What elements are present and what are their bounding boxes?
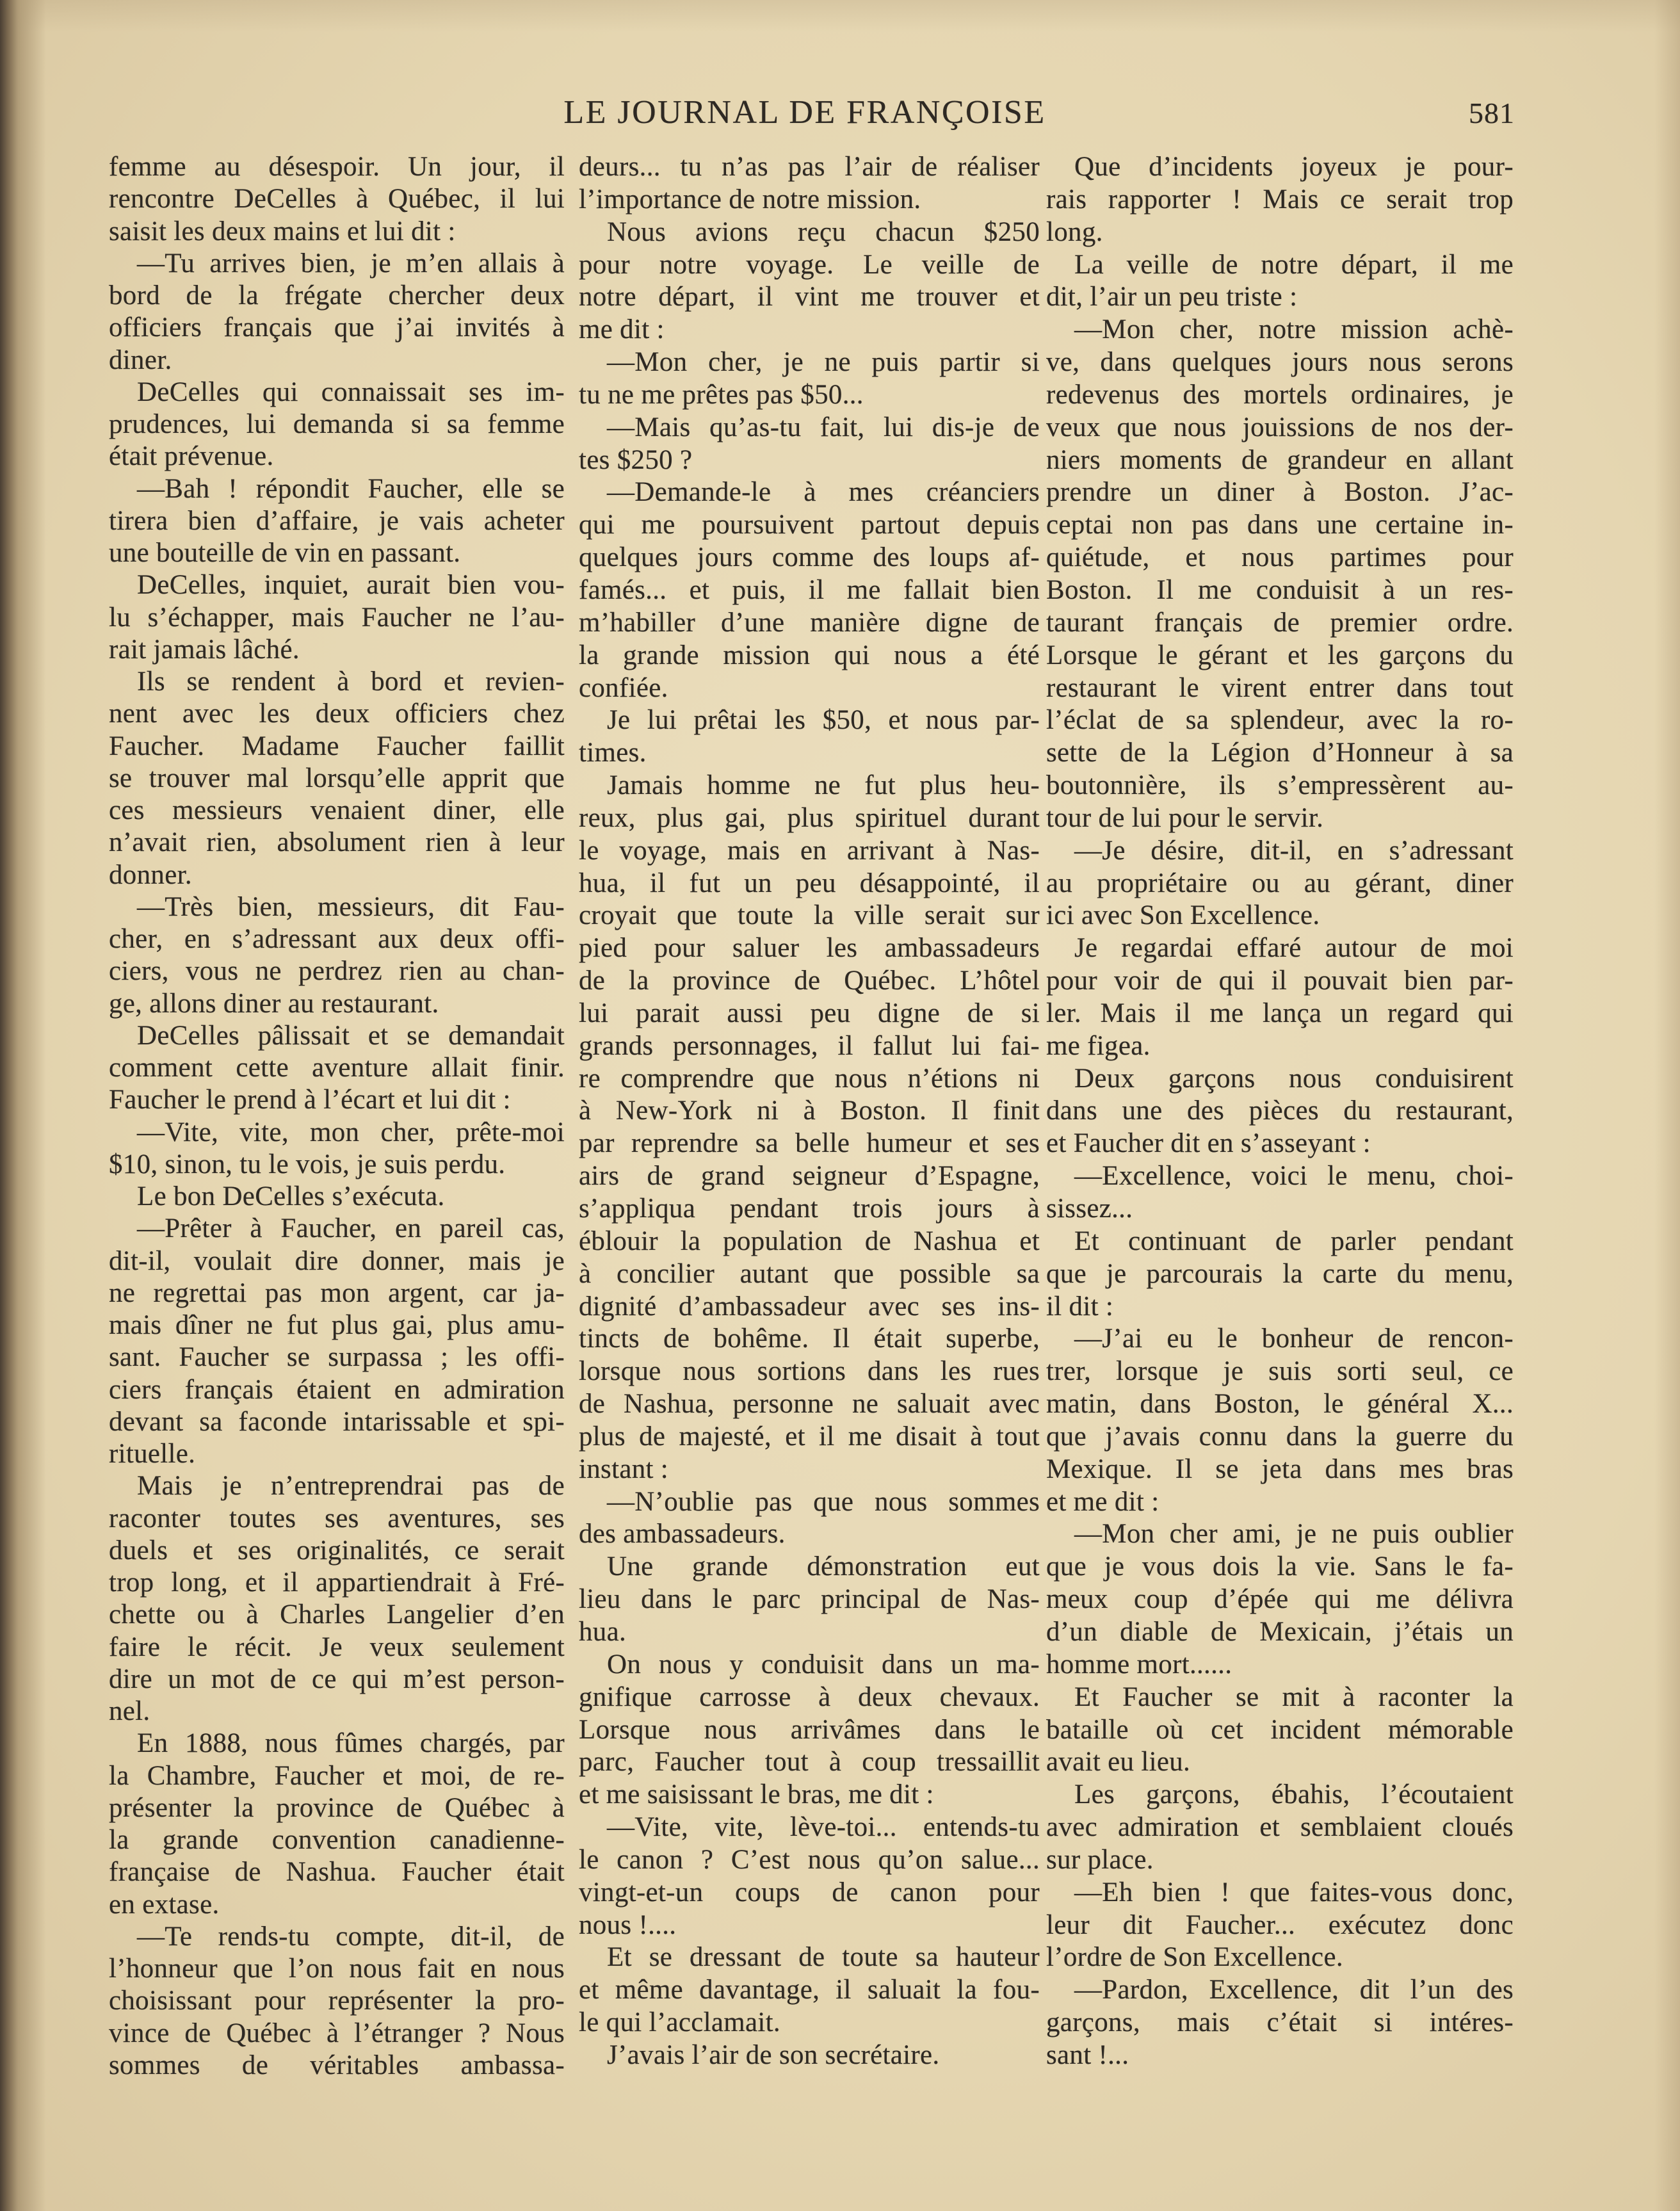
text-line: —Très bien, messieurs, dit Fau-	[137, 891, 565, 922]
text-line: —Vite, vite, lève-toi... entends-tu	[607, 1812, 1040, 1843]
text-line: raconter toutes ses aventures, ses	[109, 1503, 565, 1534]
text-line: d’un diable de Mexicain, j’étais un	[1046, 1616, 1514, 1647]
paragraph	[579, 1811, 1040, 1941]
paragraph	[579, 770, 1040, 1486]
text-line: et me saisissant le bras, me dit :	[579, 1779, 934, 1810]
text-line: Mexique. Il se jeta dans mes bras	[1046, 1454, 1514, 1484]
text-line: redevenus des mortels ordinaires, je	[1046, 379, 1514, 410]
text-line: croyait que toute la ville serait sur	[579, 900, 1040, 931]
text-line: au propriétaire ou au gérant, diner	[1046, 868, 1514, 898]
text-line: devant sa faconde intarissable et spi-	[109, 1406, 565, 1437]
text-line: me figea.	[1046, 1030, 1151, 1061]
text-line: quelques jours comme des loups af-	[579, 542, 1040, 573]
text-line: que j’avais connu dans la guerre du	[1046, 1421, 1514, 1452]
paragraph	[1046, 932, 1514, 1062]
text-line: grands personnages, il fallut lui fai-	[579, 1030, 1040, 1061]
text-line: à New-York ni à Boston. Il finit	[579, 1096, 1040, 1126]
paragraph	[1046, 1974, 1514, 2072]
text-line: tes $250 ?	[579, 444, 693, 475]
text-line: cher, en s’adressant aux deux offi-	[109, 924, 565, 954]
text-line: —Mon cher, je ne puis partir si	[607, 347, 1040, 378]
text-line: Et Faucher se mit à raconter la	[1074, 1681, 1514, 1712]
text-line: Jamais homme ne fut plus heu-	[607, 770, 1040, 801]
text-line: à concilier autant que possible sa	[579, 1258, 1040, 1289]
paragraph	[1046, 1681, 1514, 1779]
paragraph	[579, 1486, 1040, 1551]
paragraph	[109, 1181, 565, 1213]
text-line: ces messieurs venaient diner, elle	[109, 795, 565, 825]
paragraph	[579, 1941, 1040, 2039]
text-line: lorsque nous sortions dans les rues	[579, 1356, 1040, 1387]
text-line: ve, dans quelques jours nous serons	[1046, 347, 1514, 378]
text-line: ne regrettai pas mon argent, car ja-	[109, 1277, 565, 1308]
paragraph	[579, 151, 1040, 216]
text-line: restaurant le virent entrer dans tout	[1046, 672, 1514, 703]
text-line: dit-il, voulait dire donner, mais je	[109, 1245, 565, 1276]
text-line: sant !...	[1046, 2039, 1129, 2070]
text-line: française de Nashua. Faucher était	[109, 1857, 565, 1888]
paragraph	[109, 1470, 565, 1728]
paragraph	[1046, 151, 1514, 249]
text-line: parc, Faucher tout à coup tressaillit	[579, 1747, 1040, 1778]
text-line: —Te rends-tu compte, dit-il, de	[137, 1921, 565, 1952]
paragraph	[1046, 314, 1514, 835]
text-line: plus de majesté, et il me disait à tout	[579, 1421, 1040, 1452]
text-line: le voyage, mais en arrivant à Nas-	[579, 835, 1040, 866]
text-line: officiers français que j’ai invités à	[109, 312, 565, 343]
text-line: l’honneur que l’on nous fait en nous	[109, 1954, 565, 1984]
text-line: bataille où cet incident mémorable	[1046, 1714, 1514, 1745]
text-line: leur dit Faucher... exécutez donc	[1046, 1909, 1514, 1940]
text-line: dit, l’air un peu triste :	[1046, 282, 1298, 312]
text-line: duels et ses originalités, ce serait	[109, 1535, 565, 1566]
text-line: $10, sinon, tu le vois, je suis perdu.	[109, 1149, 506, 1179]
text-line: famés... et puis, il me fallait bien	[579, 574, 1040, 605]
text-line: pied pour saluer les ambassadeurs	[579, 933, 1040, 964]
text-line: hua, il fut un peu désappointé, il	[579, 868, 1040, 898]
text-line: sommes de véritables ambassa-	[109, 2050, 565, 2080]
text-line: DeCelles, inquiet, aurait bien vou-	[137, 570, 565, 601]
paragraph	[579, 1551, 1040, 1649]
paragraph	[1046, 1877, 1514, 1975]
text-line: Ils se rendent à bord et revien-	[137, 667, 565, 697]
text-line: m’habiller d’une manière digne de	[579, 607, 1040, 638]
text-line: et me dit :	[1046, 1486, 1159, 1517]
paragraph	[109, 1117, 565, 1181]
text-line: —Pardon, Excellence, dit l’un des	[1074, 1975, 1514, 2005]
text-column-3	[1046, 151, 1514, 2072]
text-line: tirera bien d’affaire, je vais acheter	[109, 505, 565, 536]
text-line: lui parait aussi peu digne de si	[579, 998, 1040, 1028]
paragraph	[109, 377, 565, 473]
text-line: tour de lui pour le servir.	[1046, 802, 1324, 833]
paragraph	[1046, 1226, 1514, 1324]
text-line: tincts de bohême. Il était superbe,	[579, 1324, 1040, 1354]
paragraph	[109, 473, 565, 570]
paragraph	[579, 476, 1040, 704]
text-line: qui me poursuivent partout depuis	[579, 510, 1040, 540]
text-line: dire un mot de ce qui m’est person-	[109, 1664, 565, 1694]
text-line: Je lui prêtai les $50, et nous par-	[607, 705, 1040, 736]
text-line: des ambassadeurs.	[579, 1519, 786, 1550]
text-line: Et continuant de parler pendant	[1074, 1226, 1514, 1256]
text-line: était prévenue.	[109, 441, 274, 472]
text-line: Nous avions reçu chacun $250	[607, 216, 1040, 247]
text-line: femme au désespoir. Un jour, il	[109, 152, 565, 182]
paragraph	[109, 891, 565, 1020]
text-line: Une grande démonstration eut	[607, 1551, 1040, 1582]
text-line: —Eh bien ! que faites-vous donc,	[1074, 1877, 1514, 1907]
text-line: de la province de Québec. L’hôtel	[579, 966, 1040, 996]
text-line: sissez...	[1046, 1194, 1133, 1224]
text-line: faire le récit. Je veux seulement	[109, 1632, 565, 1662]
text-line: mais dîner ne fut plus gai, plus amu-	[109, 1310, 565, 1340]
text-line: Les garçons, ébahis, l’écoutaient	[1074, 1779, 1514, 1810]
text-line: dans une des pièces du restaurant,	[1046, 1096, 1514, 1126]
text-line: times.	[579, 738, 647, 768]
text-line: nous !....	[579, 1909, 677, 1940]
text-line: avec admiration et semblaient cloués	[1046, 1812, 1514, 1843]
text-line: reux, plus gai, plus spirituel durant	[579, 802, 1040, 833]
text-line: La veille de notre départ, il me	[1074, 249, 1514, 280]
text-line: choisissant pour représenter la pro-	[109, 1986, 565, 2016]
text-line: vingt-et-un coups de canon pour	[579, 1877, 1040, 1907]
text-line: ceptai non pas dans une certaine in-	[1046, 510, 1514, 540]
text-line: —Bah ! répondit Faucher, elle se	[137, 473, 565, 504]
text-line: deurs... tu n’as pas l’air de réaliser	[579, 152, 1040, 182]
text-line: l’éclat de sa splendeur, avec la ro-	[1046, 705, 1514, 736]
text-line: dignité d’ambassadeur avec ses ins-	[579, 1291, 1040, 1322]
text-line: —Excellence, voici le menu, choi-	[1074, 1161, 1514, 1192]
text-line: —Vite, vite, mon cher, prête-moi	[137, 1117, 565, 1147]
text-line: En 1888, nous fûmes chargés, par	[137, 1728, 565, 1759]
text-line: hua.	[579, 1616, 627, 1647]
text-line: en extase.	[109, 1889, 220, 1920]
text-line: l’importance de notre mission.	[579, 184, 921, 215]
paragraph	[109, 666, 565, 891]
text-line: garçons, mais c’était si intéres-	[1046, 2007, 1514, 2038]
text-column-2	[579, 151, 1040, 2072]
text-line: s’appliqua pendant trois jours à	[579, 1194, 1040, 1224]
text-line: lu s’échapper, mais Faucher ne l’au-	[109, 602, 565, 633]
text-line: une bouteille de vin en passant.	[109, 538, 461, 568]
paragraph	[1046, 1779, 1514, 1877]
text-line: J’avais l’air de son secrétaire.	[607, 2039, 940, 2070]
paragraph	[109, 151, 565, 248]
paragraph	[109, 1213, 565, 1470]
text-line: Boston. Il me conduisit à un res-	[1046, 574, 1514, 605]
text-line: nel.	[109, 1696, 150, 1726]
text-line: taurant français de premier ordre.	[1046, 607, 1514, 638]
text-line: vince de Québec à l’étranger ? Nous	[109, 2018, 565, 2048]
text-line: de Nashua, personne ne saluait avec	[579, 1389, 1040, 1420]
text-line: la Chambre, Faucher et moi, de re-	[109, 1760, 565, 1791]
page-number: 581	[1469, 97, 1515, 129]
text-line: avait eu lieu.	[1046, 1747, 1191, 1778]
text-line: airs de grand seigneur d’Espagne,	[579, 1161, 1040, 1192]
text-line: DeCelles pâlissait et se demandait	[137, 1020, 565, 1051]
text-line: nent avec les deux officiers chez	[109, 699, 565, 729]
journal-title: LE JOURNAL DE FRANÇOISE	[563, 94, 1046, 131]
text-line: gnifique carrosse à deux chevaux.	[579, 1681, 1040, 1712]
text-line: et même davantage, il saluait la fou-	[579, 1975, 1040, 2005]
text-line: saisit les deux mains et lui dit :	[109, 216, 456, 247]
paragraph	[579, 704, 1040, 770]
text-line: rituelle.	[109, 1439, 196, 1469]
text-line: sur place.	[1046, 1844, 1154, 1875]
text-line: ciers français étaient en admiration	[109, 1374, 565, 1405]
paragraph	[109, 248, 565, 377]
text-line: rais rapporter ! Mais ce serait trop	[1046, 184, 1514, 215]
text-line: éblouir la population de Nashua et	[579, 1226, 1040, 1256]
paragraph	[579, 1649, 1040, 1811]
text-line: Que d’incidents joyeux je pour-	[1074, 152, 1514, 182]
paragraph	[109, 1921, 565, 2082]
text-line: rencontre DeCelles à Québec, il lui	[109, 184, 565, 215]
text-line: chette ou à Charles Langelier d’en	[109, 1600, 565, 1630]
text-line: notre départ, il vint me trouver et	[579, 282, 1040, 312]
text-line: Deux garçons nous conduisirent	[1074, 1063, 1514, 1094]
paragraph	[579, 346, 1040, 412]
text-line: ici avec Son Excellence.	[1046, 900, 1320, 931]
paragraph	[1046, 1518, 1514, 1681]
text-line: et Faucher dit en s’asseyant :	[1046, 1128, 1371, 1159]
text-line: la grande convention canadienne-	[109, 1825, 565, 1855]
text-line: que je parcourais la carte du menu,	[1046, 1258, 1514, 1289]
text-line: le canon ? C’est nous qu’on salue...	[579, 1844, 1040, 1875]
text-line: se trouver mal lorsqu’elle apprit que	[109, 763, 565, 793]
text-line: DeCelles qui connaissait ses im-	[137, 377, 565, 407]
text-line: prendre un diner à Boston. J’ac-	[1046, 477, 1514, 508]
text-line: ge, allons diner au restaurant.	[109, 988, 439, 1019]
paragraph	[1046, 1063, 1514, 1161]
text-line: pour notre voyage. Le veille de	[579, 249, 1040, 280]
text-line: la grande mission qui nous a été	[579, 640, 1040, 670]
text-line: sette de la Légion d’Honneur à sa	[1046, 738, 1514, 768]
text-line: il dit :	[1046, 1291, 1114, 1322]
text-line: veux que nous jouissions de nos der-	[1046, 412, 1514, 442]
text-line: Et se dressant de toute sa hauteur	[607, 1942, 1040, 1973]
text-line: quiétude, et nous partimes pour	[1046, 542, 1514, 573]
paragraph	[1046, 1323, 1514, 1518]
text-line: On nous y conduisit dans un ma-	[607, 1649, 1040, 1680]
text-line: long.	[1046, 216, 1103, 247]
text-line: niers moments de grandeur en allant	[1046, 444, 1514, 475]
text-line: Le bon DeCelles s’exécuta.	[137, 1181, 445, 1211]
paragraph	[109, 1728, 565, 1921]
text-line: ler. Mais il me lança un regard qui	[1046, 998, 1514, 1028]
text-line: Lorsque le gérant et les garçons du	[1046, 640, 1514, 670]
text-line: —Prêter à Faucher, en pareil cas,	[137, 1213, 565, 1244]
text-line: —Mais qu’as-tu fait, lui dis-je de	[607, 412, 1040, 442]
text-line: donner.	[109, 859, 192, 890]
text-line: boutonnière, ils s’empressèrent au-	[1046, 770, 1514, 801]
text-line: que je vous dois la vie. Sans le fa-	[1046, 1551, 1514, 1582]
paragraph	[109, 569, 565, 666]
text-line: —Mon cher, notre mission achè-	[1074, 314, 1514, 345]
text-line: trop long, et il appartiendrait à Fré-	[109, 1567, 565, 1598]
text-line: re comprendre que nous n’étions ni	[579, 1063, 1040, 1094]
text-column-1	[109, 151, 565, 2082]
text-line: —Je désire, dit-il, en s’adressant	[1074, 835, 1514, 866]
text-line: —N’oublie pas que nous sommes	[607, 1486, 1040, 1517]
text-line: —Demande-le à mes créanciers	[607, 477, 1040, 508]
text-line: meux coup d’épée qui me délivra	[1046, 1584, 1514, 1615]
text-line: bord de la frégate chercher deux	[109, 280, 565, 311]
text-line: comment cette aventure allait finir.	[109, 1053, 565, 1083]
text-line: tu ne me prêtes pas $50...	[579, 379, 864, 410]
text-line: trer, lorsque je suis sorti seul, ce	[1046, 1356, 1514, 1387]
text-line: Faucher. Madame Faucher faillit	[109, 731, 565, 761]
text-line: Je regardai effaré autour de moi	[1074, 933, 1514, 964]
paragraph	[109, 1020, 565, 1117]
text-line: —Tu arrives bien, je m’en allais à	[137, 248, 565, 279]
text-line: diner.	[109, 344, 172, 375]
text-line: ciers, vous ne perdrez rien au chan-	[109, 956, 565, 987]
text-line: l’ordre de Son Excellence.	[1046, 1942, 1343, 1973]
text-line: —J’ai eu le bonheur de rencon-	[1074, 1324, 1514, 1354]
text-line: instant :	[579, 1454, 669, 1484]
text-line: Faucher le prend à l’écart et lui dit :	[109, 1085, 511, 1115]
text-line: confiée.	[579, 672, 668, 703]
paragraph	[579, 2039, 1040, 2072]
text-line: par reprendre sa belle humeur et ses	[579, 1128, 1040, 1159]
text-line: —Mon cher ami, je ne puis oublier	[1074, 1519, 1514, 1550]
text-line: Lorsque nous arrivâmes dans le	[579, 1714, 1040, 1745]
text-line: lieu dans le parc principal de Nas-	[579, 1584, 1040, 1615]
text-line: me dit :	[579, 314, 665, 345]
text-line: le qui l’acclamait.	[579, 2007, 780, 2038]
text-line: prudences, lui demanda si sa femme	[109, 409, 565, 439]
text-line: homme mort......	[1046, 1649, 1232, 1680]
paragraph	[579, 216, 1040, 346]
paragraph	[1046, 1160, 1514, 1226]
paragraph	[579, 412, 1040, 477]
paragraph	[1046, 249, 1514, 314]
text-line: rait jamais lâché.	[109, 634, 300, 665]
text-line: matin, dans Boston, le général X...	[1046, 1389, 1514, 1420]
text-line: présenter la province de Québec à	[109, 1792, 565, 1823]
paragraph	[1046, 835, 1514, 933]
text-line: pour voir de qui il pouvait bien par-	[1046, 966, 1514, 996]
text-line: sant. Faucher se surpassa ; les offi-	[109, 1342, 565, 1373]
text-line: n’avait rien, absolument rien à leur	[109, 827, 565, 858]
text-line: Mais je n’entreprendrai pas de	[137, 1471, 565, 1502]
